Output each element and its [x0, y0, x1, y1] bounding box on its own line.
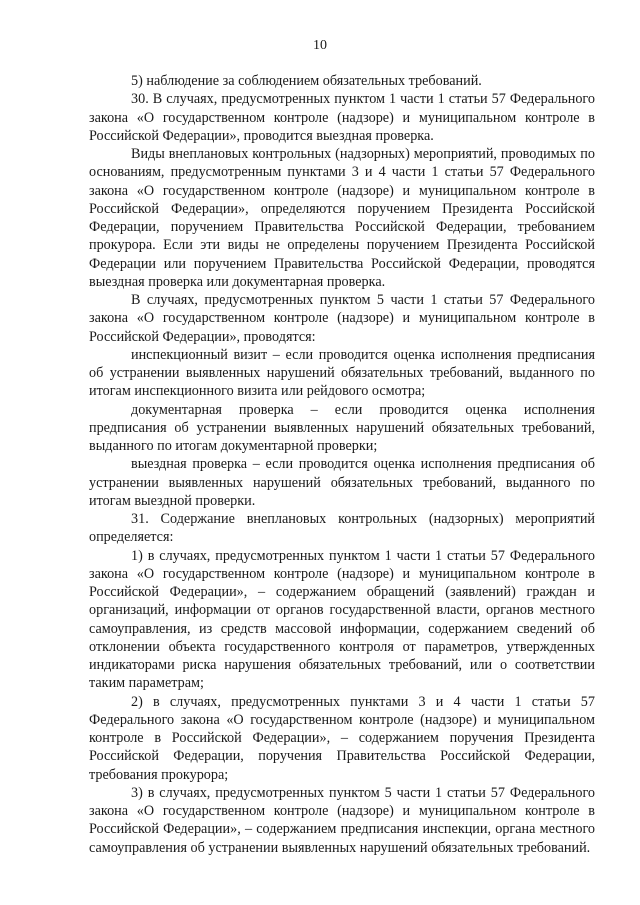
document-body: [89, 72, 595, 857]
paragraph-item-5-observation: 5) наблюдение за соблюдением обязательных требований.: [131, 73, 482, 89]
paragraph-field-check: выездная проверка – если проводится оценка исполнения предписания об устранении выявленных нарушений обязательных требований, выданного по итогам выездной проверки.: [89, 456, 595, 509]
paragraph-point-5-cases: В случаях, предусмотренных пунктом 5 части 1 статьи 57 Федерального закона «О государственном контроле (надзоре) и муниципальном контроле в Российской Федерации», проводятся:: [89, 292, 595, 345]
paragraph-documentary-check: документарная проверка – если проводится оценка исполнения предписания об устранении выявленных нарушений обязательных требований, выданного по итогам документарной проверки;: [89, 401, 595, 454]
page-number: 10: [313, 38, 327, 53]
paragraph-subitem-3: 3) в случаях, предусмотренных пунктом 5 части 1 статьи 57 Федерального закона «О государственном контроле (надзоре) и муниципальном контроле в Российской Федерации», – содержанием предписания инспекции, органа местного самоуправления об устранении выявленных нарушений обязательных требований.: [89, 784, 595, 856]
paragraph-inspection-visit: инспекционный визит – если проводится оценка исполнения предписания об устранении выявленных нарушений обязательных требований, выданного по итогам инспекционного визита или рейдового осмотра;: [89, 346, 595, 400]
paragraph-subitem-2: 2) в случаях, предусмотренных пунктами 3 и 4 части 1 статьи 57 Федерального закона «О государственном контроле (надзоре) и муниципальном контроле в Российской Федерации», – содержанием поручения Президента Российской Федерации, поручения Правительства Российской Федерации, требования прокурора;: [89, 693, 595, 783]
paragraph-subitem-1: 1) в случаях, предусмотренных пунктом 1 части 1 статьи 57 Федерального закона «О государственном контроле (надзоре) и муниципальном контроле в Российской Федерации», – содержанием обращений (заявлений) граждан и организаций, информации от органов государственной власти, органов местного самоуправления, из средств массовой информации, содержанием сведений об отклонении объекта государственного контроля от параметров, утвержденных индикаторами риска нарушения обязательных требований, или о соответствии таким параметрам;: [89, 547, 595, 692]
paragraph-clause-30: 30. В случаях, предусмотренных пунктом 1 части 1 статьи 57 Федерального закона «О государственном контроле (надзоре) и муниципальном контроле в Российской Федерации», проводится выездная проверка.: [89, 91, 595, 144]
paragraph-unscheduled-types: Виды внеплановых контрольных (надзорных) мероприятий, проводимых по основаниям, предусмотренным пунктами 3 и 4 части 1 статьи 57 Федерального закона «О государственном контроле (надзоре) и муниципальном контроле в Российской Федерации», определяются поручением Президента Российской Федерации, поручением Правительства Российской Федерации, требованием прокурора. Если эти виды не определены поручением Президента Российской Федерации или поручением Правительства Российской Федерации, проводятся выездная проверка или документарная проверка.: [89, 146, 595, 290]
paragraph-clause-31: 31. Содержание внеплановых контрольных (надзорных) мероприятий определяется:: [89, 511, 595, 546]
